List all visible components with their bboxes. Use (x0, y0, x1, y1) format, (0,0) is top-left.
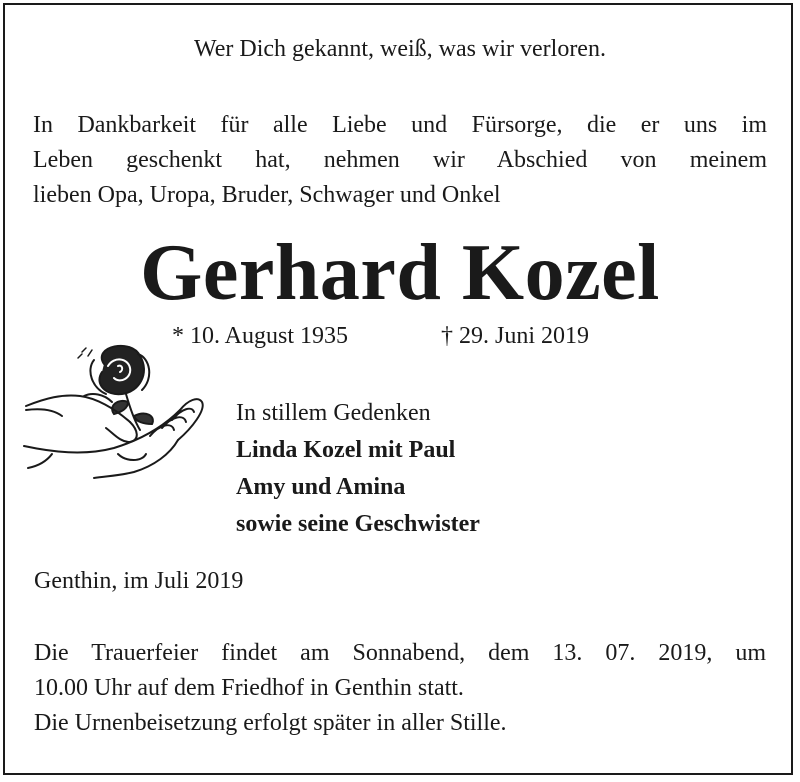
remembrance-heading: In stillem Gedenken (236, 400, 431, 426)
deceased-name: Gerhard Kozel (140, 229, 660, 317)
place-date: Genthin, im Juli 2019 (34, 568, 244, 594)
intro-paragraph (33, 108, 767, 213)
funeral-line: Die Urnenbeisetzung erfolgt später in aller Stille. (34, 710, 507, 736)
mourner-name: Linda Kozel mit Paul (236, 437, 456, 463)
remembrance-block (236, 395, 480, 543)
funeral-line: 10.00 Uhr auf dem Friedhof in Genthin statt. (34, 675, 464, 701)
mourner-name: sowie seine Geschwister (236, 511, 480, 537)
funeral-info (34, 636, 766, 741)
mourner-name: Amy und Amina (236, 474, 406, 500)
intro-line: In Dankbarkeit für alle Liebe und Fürsorge, die er uns im (33, 112, 767, 138)
intro-line: lieben Opa, Uropa, Bruder, Schwager und Onkel (33, 182, 501, 208)
death-date: † 29. Juni 2019 (441, 323, 590, 349)
motto-text: Wer Dich gekannt, weiß, was wir verloren. (194, 36, 606, 62)
birth-date: * 10. August 1935 (172, 323, 349, 349)
rose-in-hands-icon (22, 336, 208, 486)
intro-line: Leben geschenkt hat, nehmen wir Abschied von meinem (33, 147, 767, 173)
funeral-line: Die Trauerfeier findet am Sonnabend, dem 13. 07. 2019, um (34, 640, 766, 666)
